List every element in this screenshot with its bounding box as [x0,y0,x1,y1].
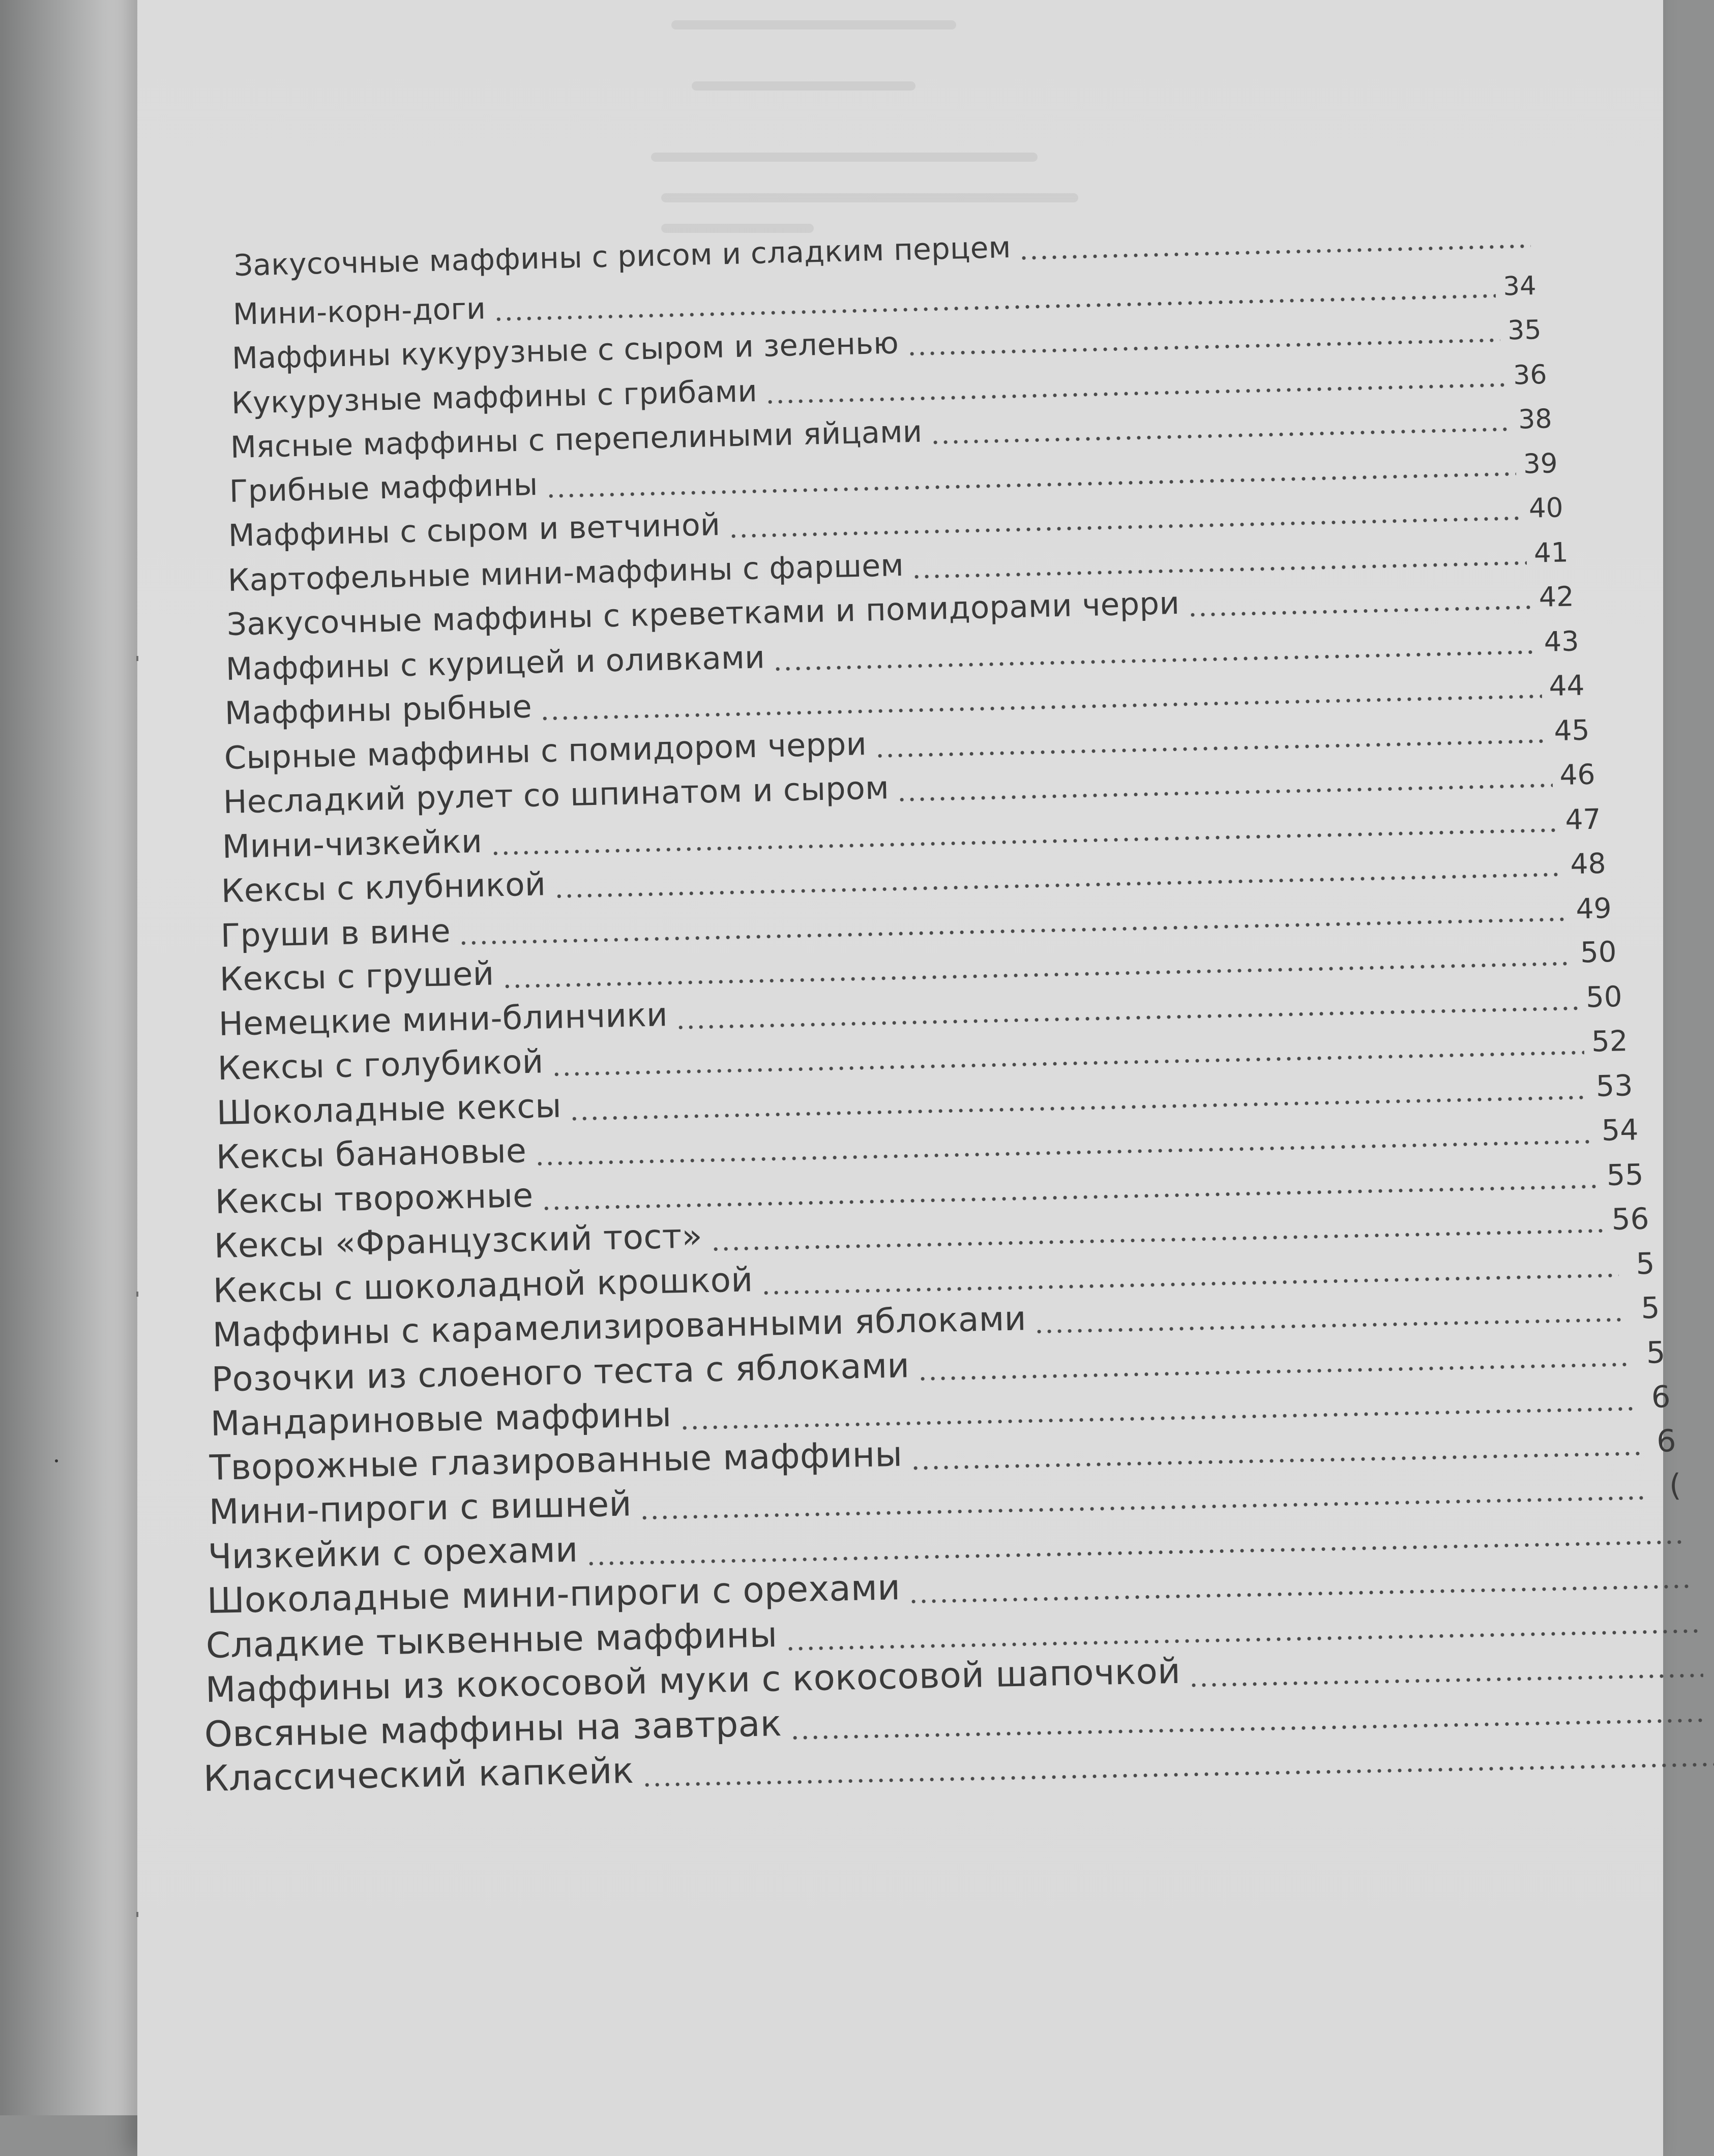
toc-entry-title: Сладкие тыквенные маффины [205,1614,778,1666]
toc-entry-title: Кексы с голубикой [217,1043,544,1088]
toc-entry-title: Несладкий рулет со шпинатом и сыром [223,769,890,821]
dot-leader [1034,1317,1624,1334]
toc-entry-title: Груши в вине [220,912,451,954]
toc-entry-title: Сырные маффины с помидором черри [224,725,867,776]
toc-entry-title: Маффины из кокосовой муки с кокосовой шапочкой [205,1651,1181,1711]
dot-leader [642,1762,1714,1787]
toc-page-number: 38 [1518,404,1553,435]
toc-entry-title: Картофельные мини-маффины с фаршем [227,547,904,598]
toc-page-number: 54 [1601,1113,1639,1148]
toc-entry-title: Закусочные маффины с рисом и сладким перцем [233,230,1012,283]
toc-entry-title: Маффины рыбные [224,687,533,732]
toc-entry-title: Мандариновые маффины [210,1394,672,1444]
toc-entry-title: Мини-чизкейки [222,822,483,865]
toc-entry-title: Немецкие мини-блинчики [218,996,668,1043]
toc-entry-title: Кексы «Французский тост» [214,1216,703,1266]
toc-entry-title: Розочки из слоеного теста с яблоками [211,1345,910,1399]
toc-entry-title: Маффины с сыром и ветчиной [228,506,721,554]
toc-page-number: 5 [1635,1246,1656,1281]
toc-page-number: 42 [1538,580,1575,613]
toc-page-number: 52 [1591,1025,1629,1059]
toc-entry-title: Кукурузные маффины с грибами [231,373,758,421]
toc-entry-title: Грибные маффины [229,467,539,510]
dot-leader [907,338,1500,356]
toc-entry-title: Мини-пироги с вишней [209,1484,632,1533]
toc-page-number: 56 [1611,1201,1650,1237]
toc-entry-title: Шоколадные кексы [216,1087,562,1132]
toc-page-number: ( [1669,1468,1682,1504]
toc-page-number: 39 [1523,448,1558,480]
toc-entry-title: Мясные маффины с перепелиными яйцами [230,413,923,465]
toc-entry-title: Кексы творожные [215,1176,534,1221]
toc-entry-title: Кексы с шоколадной крошкой [213,1260,754,1310]
toc-page-number: 5 [1640,1290,1661,1326]
dot-leader [897,783,1553,801]
dot-leader [910,1451,1640,1470]
dot-leader [875,739,1547,758]
toc-entry-title: Маффины с карамелизированными яблоками [212,1299,1027,1355]
toc-entry-title: Овсяные маффины на завтрак [204,1702,782,1755]
toc-page-number: 47 [1564,802,1602,836]
toc-entry-title: Чизкейки с орехами [208,1530,579,1577]
toc-page-number: 44 [1548,669,1585,702]
toc-page-number: 49 [1575,891,1612,925]
toc-entry-title: Маффины с курицей и оливками [225,639,765,687]
toc-page-number: 40 [1528,492,1564,524]
toc-entry-title: Маффины кукурузные с сыром и зеленью [231,325,899,376]
toc-page-number: 6 [1656,1423,1677,1459]
dot-leader [918,1362,1630,1381]
toc-page-number: 45 [1553,713,1590,747]
dot-leader [1189,1673,1703,1688]
dot-leader [908,1584,1693,1603]
toc-page-number: 43 [1543,625,1580,658]
toc-page-number: 5 [1646,1334,1666,1370]
toc-page-number: 35 [1507,315,1542,346]
toc-entry-title: Классический капкейк [203,1749,634,1800]
toc-page-number: 6 [1651,1379,1671,1415]
toc-page-number: 53 [1595,1069,1634,1103]
toc-entry-title: Кексы с грушей [219,955,495,999]
toc-entry-title: Закусочные маффины с креветками и помидорами черри [226,585,1180,643]
toc-page-number: 50 [1585,980,1623,1014]
toc-entry-title: Кексы банановые [216,1132,527,1177]
toc-page-number: 36 [1513,360,1548,391]
toc-page-number: 55 [1606,1158,1644,1192]
toc-page-number: 46 [1559,758,1596,792]
toc-entry-title: Шоколадные мини-пироги с орехами [206,1567,901,1622]
toc-entry-title: Кексы с клубникой [221,865,546,910]
dot-leader [930,427,1511,444]
toc-entry-title: Творожные глазированные маффины [209,1434,903,1488]
toc-page-number: 48 [1570,847,1607,881]
toc-page-number: 34 [1502,271,1537,302]
dot-leader [1188,605,1532,617]
toc-page-number: 41 [1533,537,1569,569]
dot-leader [911,561,1526,579]
dot-leader [1019,244,1531,260]
toc-page-number: 50 [1580,935,1617,970]
toc-entry-title: Мини-корн-доги [232,291,486,332]
